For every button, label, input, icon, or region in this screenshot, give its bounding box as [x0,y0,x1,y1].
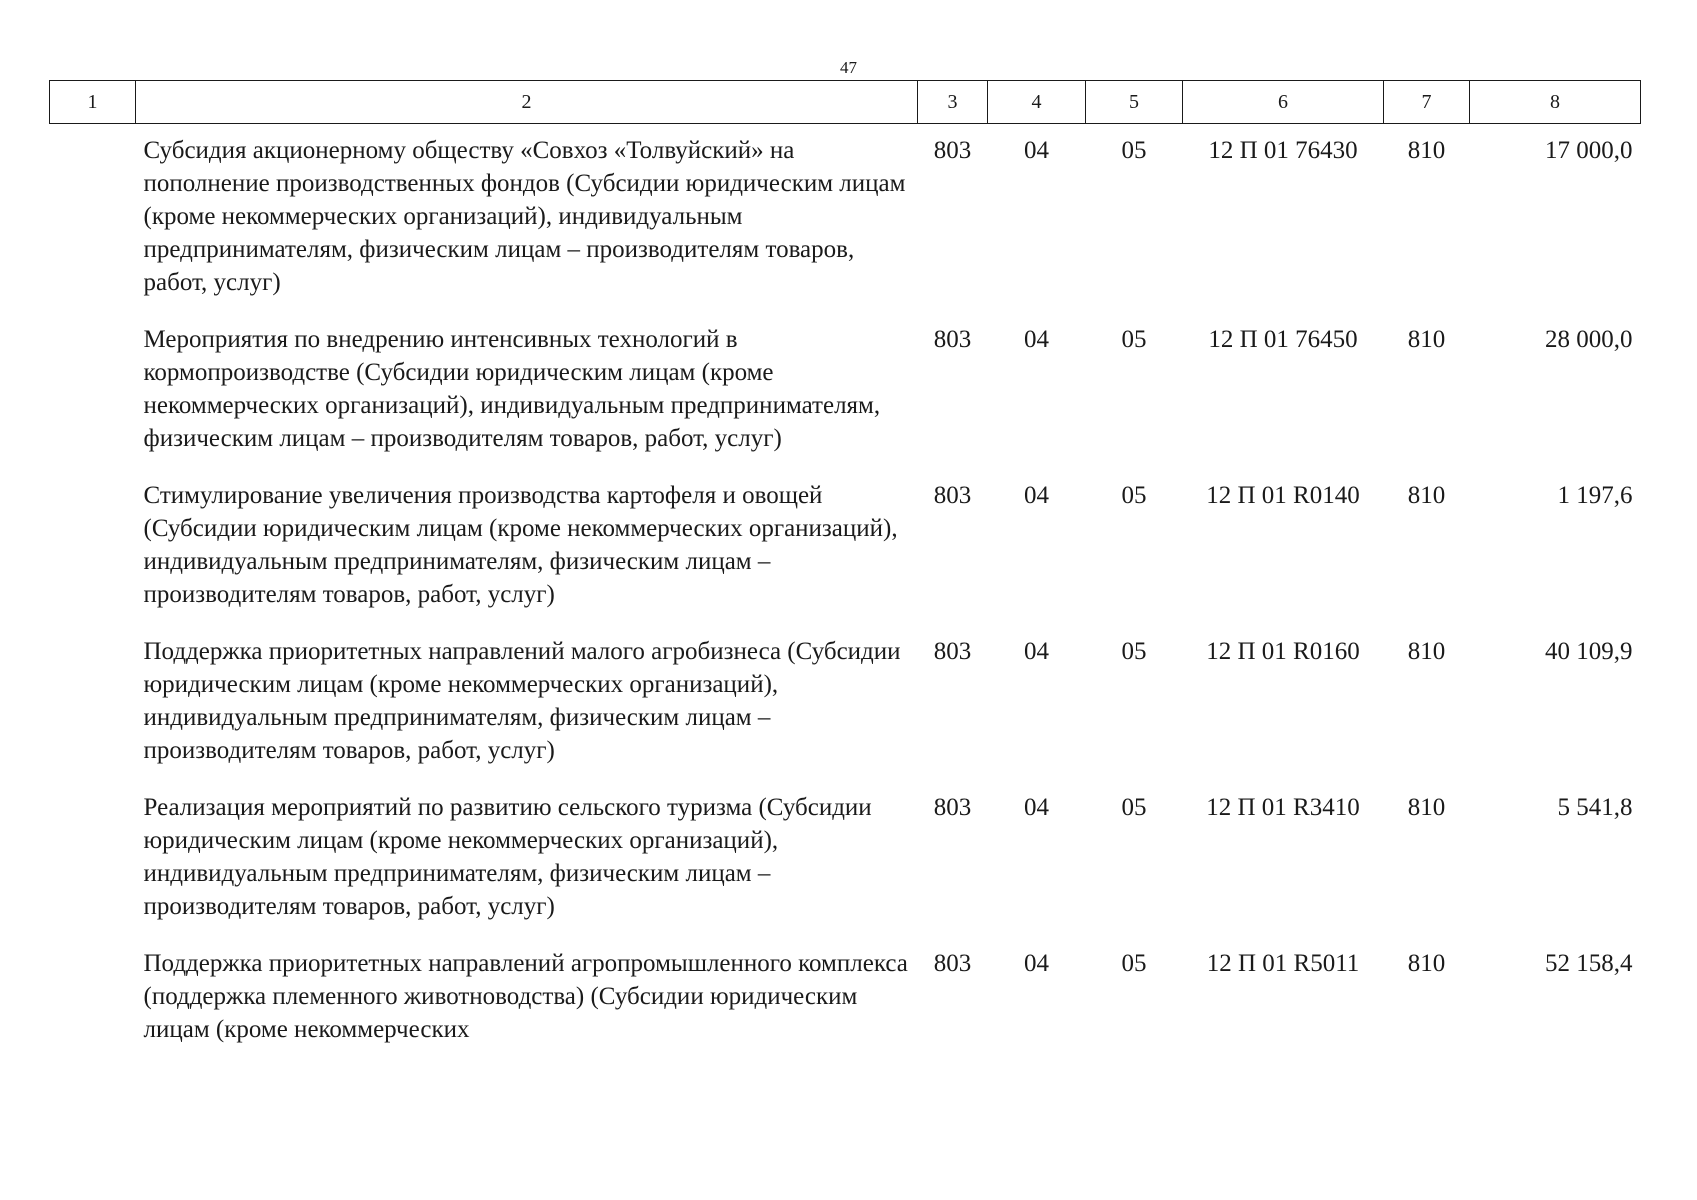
row-ministry: 803 [933,638,972,665]
row-ministry: 803 [933,326,972,353]
table-row [50,937,1641,1060]
row-amount: 1 197,6 [1557,482,1633,509]
row-index-cell [50,124,136,314]
row-subsection: 05 [1121,638,1147,665]
table-row [50,469,1641,625]
header-col-3: 3 [918,81,988,124]
row-index-cell [50,937,136,1060]
page-number: 47 [840,58,857,77]
table-row [50,124,1641,314]
row-ministry: 803 [933,950,972,977]
header-col-7: 7 [1384,81,1470,124]
row-section: 04 [1024,326,1049,353]
row-section: 04 [1024,638,1049,665]
row-amount: 40 109,9 [1545,638,1633,665]
row-amount: 52 158,4 [1545,950,1633,977]
row-name: Поддержка приоритетных направлений малого агробизнеса (Субсидии юридическим лицам (кроме некоммерческих организаций), индивидуальным предпринимателям, физическим лицам – производителям товаров, работ, услуг) [143,638,901,764]
row-subsection: 05 [1121,326,1147,353]
row-ministry: 803 [933,794,972,821]
row-section: 04 [1024,794,1049,821]
row-expense-type: 810 [1407,326,1446,353]
row-target: 12 П 01 R0140 [1206,482,1360,509]
header-col-6: 6 [1183,81,1384,124]
header-col-5: 5 [1086,81,1183,124]
row-subsection: 05 [1121,137,1147,164]
row-ministry: 803 [933,482,972,509]
row-index-cell [50,469,136,625]
row-section: 04 [1024,482,1049,509]
row-expense-type: 810 [1407,137,1446,164]
row-amount: 5 541,8 [1557,794,1633,821]
row-index-cell [50,313,136,469]
table-row [50,625,1641,781]
row-name: Стимулирование увеличения производства картофеля и овощей (Субсидии юридическим лицам (кроме некоммерческих организаций), индивидуальным предпринимателям, физическим лицам – производителям товаров, работ, услуг) [143,482,898,608]
table-row [50,313,1641,469]
row-index-cell [50,781,136,937]
row-name: Реализация мероприятий по развитию сельского туризма (Субсидии юридическим лицам (кроме некоммерческих организаций), индивидуальным предпринимателям, физическим лицам – производителям товаров, работ, услуг) [143,794,872,920]
row-section: 04 [1024,137,1049,164]
row-target: 12 П 01 R3410 [1206,794,1360,821]
table-row [50,781,1641,937]
budget-table [49,80,1641,1060]
header-col-4: 4 [988,81,1086,124]
row-subsection: 05 [1121,950,1147,977]
row-amount: 28 000,0 [1545,326,1633,353]
row-expense-type: 810 [1407,638,1446,665]
header-row [50,81,1641,124]
row-name: Мероприятия по внедрению интенсивных технологий в кормопроизводстве (Субсидии юридическим лицам (кроме некоммерческих организаций), индивидуальным предпринимателям, физическим лицам – производителям товаров, работ, услуг) [143,326,881,452]
header-col-8: 8 [1470,81,1641,124]
row-target: 12 П 01 R0160 [1206,638,1360,665]
row-name: Поддержка приоритетных направлений агропромышленного комплекса (поддержка племенного животноводства) (Субсидии юридическим лицам (кроме некоммерческих [143,950,908,1043]
row-expense-type: 810 [1407,950,1446,977]
header-col-2: 2 [136,81,918,124]
row-target: 12 П 01 76430 [1208,137,1358,164]
row-expense-type: 810 [1407,794,1446,821]
row-target: 12 П 01 R5011 [1206,950,1360,977]
row-subsection: 05 [1121,794,1147,821]
row-subsection: 05 [1121,482,1147,509]
row-expense-type: 810 [1407,482,1446,509]
row-ministry: 803 [933,137,972,164]
row-name: Субсидия акционерному обществу «Совхоз «Толвуйский» на пополнение производственных фондов (Субсидии юридическим лицам (кроме некоммерческих организаций), индивидуальным предпринимателям, физическим лицам – производителям товаров, работ, услуг) [143,137,906,296]
header-col-1: 1 [50,81,136,124]
row-target: 12 П 01 76450 [1208,326,1358,353]
row-index-cell [50,625,136,781]
row-section: 04 [1024,950,1049,977]
row-amount: 17 000,0 [1545,137,1633,164]
